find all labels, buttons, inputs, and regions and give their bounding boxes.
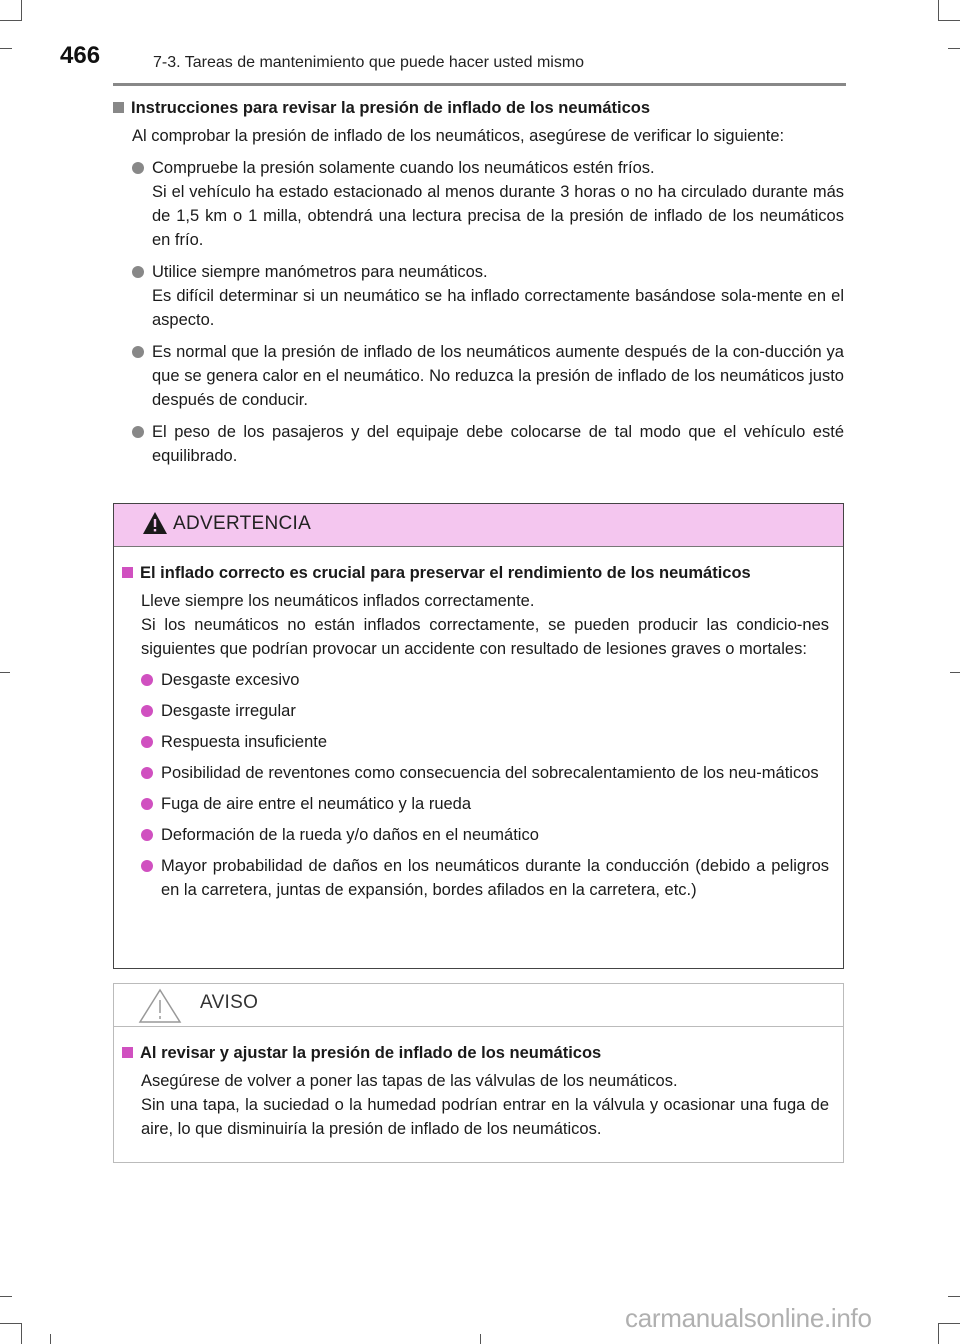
circle-bullet-icon — [141, 705, 153, 717]
list-item-text: Mayor probabilidad de daños en los neumáticos durante la conducción (debido a peligros en la carretera, juntas de expansión, bordes afilados en la carretera, etc.) — [161, 857, 829, 899]
list-item — [122, 699, 829, 723]
list-item-text: Posibilidad de reventones como consecuencia del sobrecalentamiento de los neu-máticos — [161, 764, 819, 782]
list-item — [113, 340, 844, 412]
circle-bullet-icon — [132, 346, 144, 358]
circle-bullet-icon — [141, 829, 153, 841]
list-item-text: Compruebe la presión solamente cuando los neumáticos estén fríos. — [152, 159, 655, 177]
list-item — [122, 792, 829, 816]
warning-line: Si los neumáticos no están inflados correctamente, se pueden producir las condicio-nes siguientes que podrían provocar un accidente con resultado de lesiones graves o mortales: — [141, 616, 829, 658]
warning-header — [114, 504, 843, 547]
crop-mark — [50, 1334, 51, 1344]
crop-mark — [948, 1296, 960, 1297]
crop-mark — [21, 1323, 22, 1344]
warning-triangle-icon — [142, 511, 168, 535]
list-item-text: El peso de los pasajeros y del equipaje debe colocarse de tal modo que el vehículo esté equilibrado. — [152, 423, 844, 465]
list-item-text: Desgaste excesivo — [161, 671, 300, 689]
crop-mark — [950, 672, 960, 673]
warning-box — [113, 503, 844, 969]
crop-mark — [480, 1334, 481, 1344]
list-item — [122, 730, 829, 754]
notice-body — [114, 1027, 843, 1141]
crop-mark — [0, 1296, 12, 1297]
circle-bullet-icon — [132, 266, 144, 278]
crop-mark — [938, 1323, 960, 1324]
list-item — [122, 668, 829, 692]
section-heading — [113, 96, 844, 120]
warning-heading-text: El inflado correcto es crucial para preservar el rendimiento de los neumáticos — [140, 564, 751, 582]
warning-paragraph — [122, 589, 829, 661]
list-item-text: Utilice siempre manómetros para neumáticos. — [152, 263, 488, 281]
notice-paragraph — [122, 1069, 829, 1141]
list-item-text: Desgaste irregular — [161, 702, 296, 720]
square-bullet-icon — [113, 102, 124, 113]
circle-bullet-icon — [141, 674, 153, 686]
caution-triangle-outline-icon — [138, 988, 182, 1024]
warning-line: Lleve siempre los neumáticos inflados correctamente. — [141, 592, 535, 610]
notice-line: Asegúrese de volver a poner las tapas de las válvulas de los neumáticos. — [141, 1072, 678, 1090]
chapter-title: 7-3. Tareas de mantenimiento que puede hacer usted mismo — [153, 54, 585, 71]
warning-heading — [122, 561, 829, 585]
crop-mark — [0, 1323, 22, 1324]
crop-mark — [938, 1323, 939, 1344]
circle-bullet-icon — [132, 426, 144, 438]
list-item-text: Es normal que la presión de inflado de los neumáticos aumente después de la con-ducción ya que se genera calor en el neumático. No reduzca la presión de inflado de los neumáticos justo después de conducir. — [152, 343, 844, 409]
notice-box — [113, 983, 844, 1163]
circle-bullet-icon — [132, 162, 144, 174]
list-item-text: Respuesta insuficiente — [161, 733, 328, 751]
list-item — [113, 420, 844, 468]
list-item-detail: Si el vehículo ha estado estacionado al menos durante 3 horas o no ha circulado durante más de 1,5 km o 1 milla, obtendrá una lectura precisa de la presión de inflado de los neumáticos en frío. — [152, 183, 844, 249]
circle-bullet-icon — [141, 798, 153, 810]
list-item-detail: Es difícil determinar si un neumático se ha inflado correctamente basándose sola-mente en el aspecto. — [152, 287, 844, 329]
warning-title: ADVERTENCIA — [173, 513, 312, 534]
list-item-text: Fuga de aire entre el neumático y la rueda — [161, 795, 472, 813]
circle-bullet-icon — [141, 736, 153, 748]
list-item — [122, 823, 829, 847]
page-number: 466 — [60, 42, 101, 69]
notice-title: AVISO — [200, 992, 259, 1013]
circle-bullet-icon — [141, 767, 153, 779]
list-item-text: Deformación de la rueda y/o daños en el neumático — [161, 826, 539, 844]
list-item — [113, 156, 844, 252]
warning-body — [114, 547, 843, 902]
square-bullet-icon — [122, 567, 133, 578]
list-item — [122, 761, 829, 785]
watermark: carmanualsonline.info — [625, 1303, 872, 1333]
notice-heading — [122, 1041, 829, 1065]
list-item — [122, 854, 829, 902]
square-bullet-icon — [122, 1047, 133, 1058]
header-rule — [113, 83, 846, 86]
circle-bullet-icon — [141, 860, 153, 872]
crop-mark — [0, 672, 10, 673]
section-heading-text: Instrucciones para revisar la presión de inflado de los neumáticos — [131, 99, 651, 117]
intro-paragraph: Al comprobar la presión de inflado de los neumáticos, asegúrese de verificar lo siguiente: — [132, 127, 785, 145]
notice-heading-text: Al revisar y ajustar la presión de inflado de los neumáticos — [140, 1044, 602, 1062]
notice-line: Sin una tapa, la suciedad o la humedad podrían entrar en la válvula y ocasionar una fuga de aire, lo que disminuiría la presión de inflado de los neumáticos. — [141, 1096, 829, 1138]
main-section — [113, 96, 844, 468]
page-header — [0, 0, 960, 90]
list-item — [113, 260, 844, 332]
notice-header — [114, 984, 843, 1027]
